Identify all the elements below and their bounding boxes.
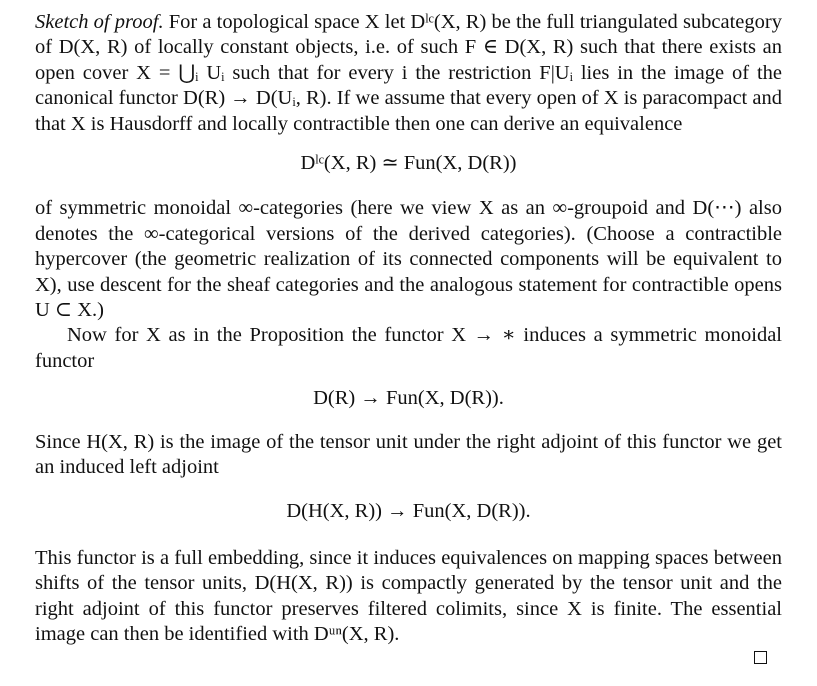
equation-left-adjoint: D(H(X, R)) → Fun(X, D(R)).: [286, 499, 531, 522]
proof-paragraph-2: of symmetric monoidal ∞-categories (here we view X as an ∞-groupoid and D(⋯) also denotes the ∞-categorical versions of the derived categories). (Choose a contractible hypercover (the geometric realization of its connected components will be equivalent to X), use descent for the sheaf categories and the analogous statement for contractible opens U ⊂ X.): [35, 197, 782, 322]
proof-text-1: For a topological space X let Dˡᶜ(X, R) be the full triangulated subcategory of D(X, R) of locally constant objects, i.e. of such F ∈ D(X, R) such that there exists an open cover X = ⋃ᵢ Uᵢ such that for every i the restriction F|Uᵢ lies in the image of the canonical functor D(R) → D(Uᵢ, R). If we assume that every open of X is paracompact and that X is Hausdorff and locally contractible then one can derive an equivalence: [35, 11, 782, 135]
proof-paragraph-5: This functor is a full embedding, since it induces equivalences on mapping spaces between shifts of the tensor units, D(H(X, R)) is compactly generated by the tensor unit and the right adjoint of this functor preserves filtered colimits, since X is finite. The essential image can then be identified with Dᵘⁿ(X, R).: [35, 546, 782, 646]
proof-paragraph-1: [35, 10, 782, 137]
equation-functor: D(R) → Fun(X, D(R)).: [313, 387, 504, 410]
equation-equivalence: Dˡᶜ(X, R) ≃ Fun(X, D(R)): [300, 152, 517, 175]
proof-paragraph-4: Since H(X, R) is the image of the tensor unit under the right adjoint of this functor we get an induced left adjoint: [35, 430, 782, 479]
proof-heading: Sketch of proof.: [35, 11, 164, 33]
proof-paragraph-3: Now for X as in the Proposition the functor X → ∗ induces a symmetric monoidal functor: [35, 324, 782, 372]
qed-square-icon: [754, 651, 767, 664]
